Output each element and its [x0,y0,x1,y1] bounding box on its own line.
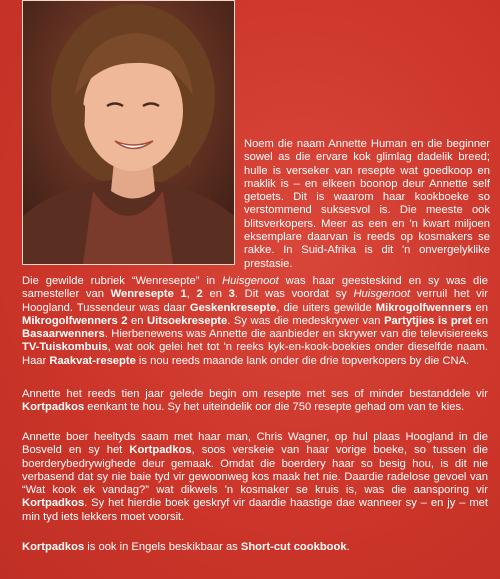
text-span: . Hierbenewens was Annette die aanbieder en skrywer van die televisiereeks [104,328,488,341]
text-span: is nou reeds maande lank onder die drie topverkopers by die CNA. [135,354,470,367]
text-span: en [127,314,148,327]
text-span: was haar geesteskind en sy was die samesteller van [22,275,488,301]
book-title: Uitsoekresepte [147,314,228,327]
book-title: Mikrogolfwenners 2 [22,314,128,327]
author-blurb: Noem die naam Annette Human en die beginner sowel as die ervare kok glimlag dadelik breed; hulle is verseker van resepte wat goedkoop en maklik is – en elkeen boonop deur Annette self getoets. Dit is waarom haar kookboeke so verstommend suksesvol is. Die meeste ook blitsverkopers. Meer as een en 'n kwart miljoen eksemplare daarvan is reeds op kosmakers se rakke. In Suid-Afrika is dit 'n onvergelyklike prestasie. [244,138,490,270]
text-span: en [471,301,488,314]
text-span: eenkant te hou. Sy het uiteindelik oor die 750 resepte gehad om van te kies. [84,401,465,414]
text-span: . Sy was die medeskrywer van [227,314,385,327]
text-span: , soos verskeie van haar vorige boeke, so tussen die boerderybedrywighede deur gemaak. Omdat die boerdery haar so besig hou, is dit nie verbasend dat sy nie baie tyd vir gewoonweg kos maak het nie. Daardie radelose gevoel van “Wat kook ek vandag?” wat dikwels 'n kosmaker se kruis is, was die aansporing vir [22,444,488,497]
book-title: 3 [228,288,235,301]
text-span: , wat ook gelei het tot 'n reeks kyk-en-kook-boekies onder dieselfde naam. Haar [22,341,488,367]
paragraph-farm-life [22,431,488,524]
book-title: Kortpadkos [129,444,192,457]
series-title: TV-Tuiskombuis [22,341,108,354]
text-span: is ook in Engels beskikbaar as [84,541,241,553]
book-title: Kortpadkos [22,401,85,414]
magazine-title: Huisgenoot [222,275,279,287]
text-span: Annette boer heeltyds saam met haar man, Chris Wagner, op hul plaas Hoogland in die Bosveld en sy het [22,431,488,457]
text-span: verruil het vir Hoogland. Tussendeur was daar [22,288,488,314]
text-span: Die gewilde rubriek “Wenresepte” in [22,275,223,287]
book-title: Basaarwenners [22,328,105,341]
text-span: en [472,314,488,327]
text-span: . [346,541,350,553]
text-span: . Dit was voordat sy [234,288,354,301]
book-title: Kortpadkos [22,541,85,553]
book-title: Partytjies is pret [384,314,472,327]
magazine-title: Huisgenoot [353,288,411,301]
book-title: Geskenkresepte [189,301,277,314]
text-span: . Sy het hierdie boek geskryf vir daardie haastige dae wanneer sy – en jy – met min tyd iets lekkers moet voorsit. [22,497,488,523]
book-title: Mikrogolfwenners [375,301,472,314]
text-span: , [186,288,197,301]
author-photo [22,0,235,265]
book-title: Short-cut cookbook [240,541,347,553]
book-title: Kortpadkos [22,497,85,510]
paragraph-origin [22,388,488,415]
paragraph-english-edition [22,541,488,554]
author-portrait-illustration [23,1,234,264]
book-title: 2 [196,288,203,301]
text-span: , die uiters gewilde [276,301,376,314]
text-span: Annette het reeds tien jaar gelede begin om resepte met ses of minder bestanddele vir [22,388,488,400]
paragraph-publications [22,275,488,368]
text-span: en [202,288,229,301]
book-title: Wenresepte 1 [110,288,187,301]
book-title: Raakvat-resepte [49,354,136,367]
